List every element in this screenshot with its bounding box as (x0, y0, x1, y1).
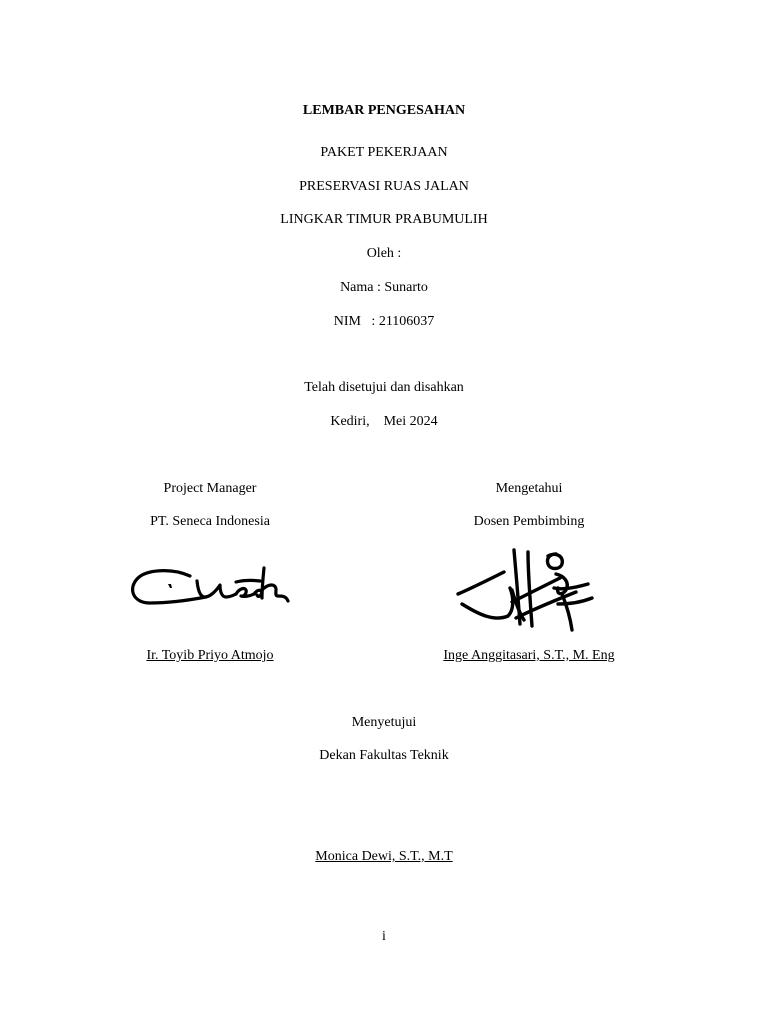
document-title: LEMBAR PENGESAHAN (302, 103, 466, 118)
package-label: PAKET PEKERJAAN (320, 145, 448, 160)
right-signature-image (452, 546, 600, 632)
right-signer-role: Mengetahui (495, 481, 563, 496)
right-signer-name: Inge Anggitasari, S.T., M. Eng (443, 648, 615, 663)
left-signer-name: Ir. Toyib Priyo Atmojo (146, 648, 274, 663)
right-signer-organization: Dosen Pembimbing (473, 514, 585, 529)
left-signer-role: Project Manager (163, 481, 257, 496)
page-number: i (382, 929, 386, 944)
bottom-signer-name: Monica Dewi, S.T., M.T (315, 849, 453, 864)
student-nim: NIM : 21106037 (333, 314, 435, 329)
project-line-1: PRESERVASI RUAS JALAN (299, 179, 469, 194)
left-signature-image (128, 560, 294, 614)
bottom-signer-organization: Dekan Fakultas Teknik (319, 748, 449, 763)
left-signer-organization: PT. Seneca Indonesia (150, 514, 270, 529)
by-label: Oleh : (366, 246, 402, 261)
approval-text: Telah disetujui dan disahkan (304, 380, 464, 395)
project-line-2: LINGKAR TIMUR PRABUMULIH (280, 212, 488, 227)
bottom-signer-role: Menyetujui (351, 715, 417, 730)
place-date: Kediri, Mei 2024 (330, 414, 438, 429)
student-name: Nama : Sunarto (340, 280, 428, 295)
